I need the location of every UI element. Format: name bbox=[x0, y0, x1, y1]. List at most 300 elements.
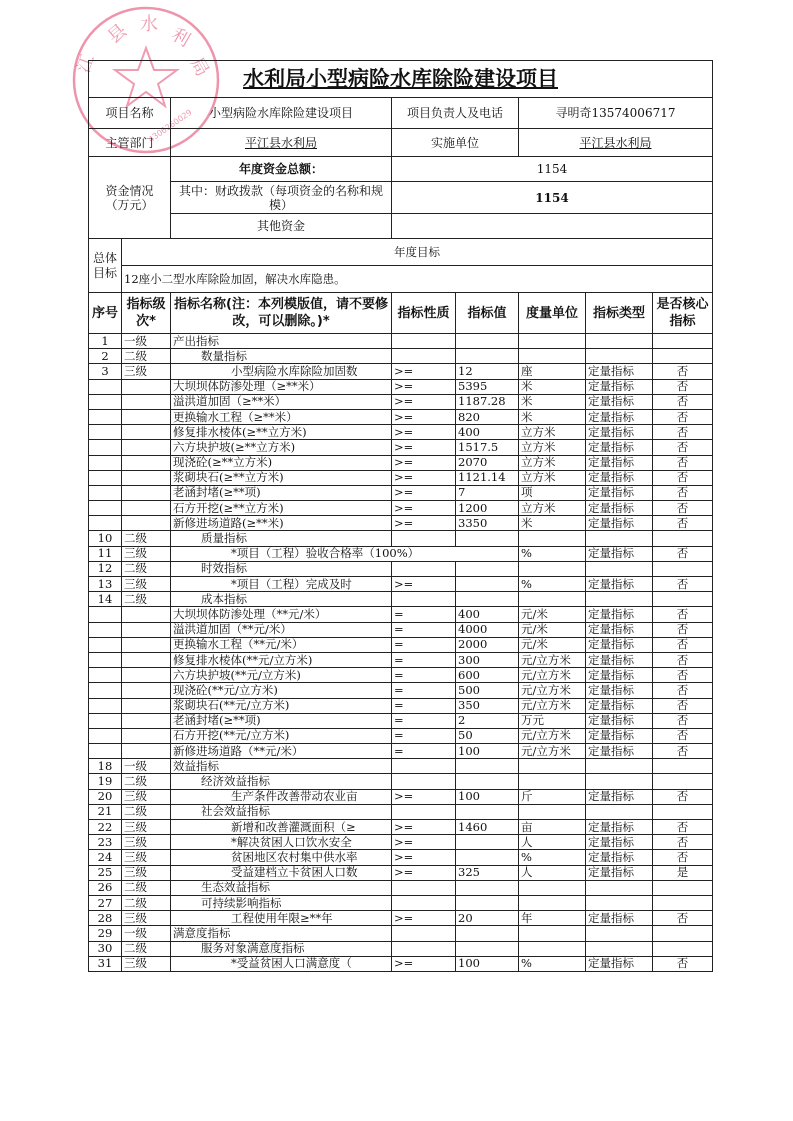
row-unit: 元/立方米 bbox=[519, 683, 586, 698]
row-type: 定量指标 bbox=[586, 546, 653, 561]
row-seq: 12 bbox=[89, 561, 122, 576]
row-level: 二级 bbox=[122, 804, 171, 819]
row-unit bbox=[519, 774, 586, 789]
row-nature: >= bbox=[392, 455, 456, 470]
row-core bbox=[653, 941, 713, 956]
row-level: 一级 bbox=[122, 926, 171, 941]
row-seq: 29 bbox=[89, 926, 122, 941]
row-core: 否 bbox=[653, 835, 713, 850]
row-unit: 元/米 bbox=[519, 637, 586, 652]
row-nature bbox=[392, 592, 456, 607]
row-nature bbox=[392, 895, 456, 910]
table-row bbox=[89, 516, 713, 531]
row-value bbox=[456, 926, 519, 941]
row-nature: >= bbox=[392, 835, 456, 850]
row-seq: 2 bbox=[89, 349, 122, 364]
row-value: 820 bbox=[456, 409, 519, 424]
row-unit: 立方米 bbox=[519, 425, 586, 440]
row-unit bbox=[519, 531, 586, 546]
row-nature: >= bbox=[392, 379, 456, 394]
col-header-core: 是否核心指标 bbox=[653, 293, 713, 334]
row-indicator-name: 可持续影响指标 bbox=[171, 895, 392, 910]
row-unit bbox=[519, 334, 586, 349]
table-row bbox=[89, 409, 713, 424]
row-core bbox=[653, 531, 713, 546]
funding-label-line2: （万元） bbox=[105, 197, 154, 212]
row-seq: 20 bbox=[89, 789, 122, 804]
row-level: 三级 bbox=[122, 911, 171, 926]
table-row bbox=[89, 652, 713, 667]
row-unit: 元/米 bbox=[519, 607, 586, 622]
row-indicator-name: 大坝坝体防渗处理（≥**米） bbox=[171, 379, 392, 394]
table-row bbox=[89, 895, 713, 910]
row-level bbox=[122, 652, 171, 667]
row-indicator-name: 石方开挖(≥**立方米) bbox=[171, 501, 392, 516]
row-value bbox=[456, 895, 519, 910]
row-indicator-name: 修复排水棱体(≥**立方米) bbox=[171, 425, 392, 440]
row-unit bbox=[519, 941, 586, 956]
row-core: 否 bbox=[653, 409, 713, 424]
row-indicator-name: 产出指标 bbox=[171, 334, 392, 349]
table-row bbox=[89, 728, 713, 743]
row-core bbox=[653, 926, 713, 941]
col-header-value: 指标值 bbox=[456, 293, 519, 334]
row-core bbox=[653, 804, 713, 819]
table-row bbox=[89, 698, 713, 713]
row-value: 2 bbox=[456, 713, 519, 728]
row-nature: >= bbox=[392, 911, 456, 926]
row-nature: >= bbox=[392, 409, 456, 424]
row-value: 350 bbox=[456, 698, 519, 713]
row-indicator-name: 六方块护坡(≥**立方米) bbox=[171, 440, 392, 455]
table-row bbox=[89, 865, 713, 880]
row-unit: % bbox=[519, 546, 586, 561]
row-core: 否 bbox=[653, 637, 713, 652]
row-type: 定量指标 bbox=[586, 683, 653, 698]
row-value: 12 bbox=[456, 364, 519, 379]
row-level: 三级 bbox=[122, 850, 171, 865]
row-nature bbox=[392, 759, 456, 774]
row-seq bbox=[89, 455, 122, 470]
row-seq bbox=[89, 713, 122, 728]
row-type: 定量指标 bbox=[586, 956, 653, 971]
row-unit: 人 bbox=[519, 865, 586, 880]
row-level: 三级 bbox=[122, 546, 171, 561]
row-level bbox=[122, 637, 171, 652]
row-value: 100 bbox=[456, 744, 519, 759]
row-type: 定量指标 bbox=[586, 577, 653, 592]
row-nature: >= bbox=[392, 577, 456, 592]
row-nature: >= bbox=[392, 470, 456, 485]
row-unit: 米 bbox=[519, 379, 586, 394]
row-type: 定量指标 bbox=[586, 744, 653, 759]
row-type bbox=[586, 334, 653, 349]
row-indicator-name: 溢洪道加固（≥**米） bbox=[171, 394, 392, 409]
row-unit: 元/立方米 bbox=[519, 668, 586, 683]
row-core bbox=[653, 334, 713, 349]
indicator-table bbox=[88, 292, 713, 972]
table-row bbox=[89, 804, 713, 819]
row-unit bbox=[519, 895, 586, 910]
row-indicator-name: 老涵封堵(≥**项) bbox=[171, 485, 392, 500]
svg-text:局: 局 bbox=[185, 54, 213, 81]
row-indicator-name: 小型病险水库除险加固数 bbox=[171, 364, 392, 379]
row-value bbox=[456, 941, 519, 956]
row-level bbox=[122, 622, 171, 637]
row-nature: = bbox=[392, 744, 456, 759]
row-core: 否 bbox=[653, 485, 713, 500]
row-seq bbox=[89, 485, 122, 500]
row-core: 否 bbox=[653, 607, 713, 622]
row-value bbox=[456, 577, 519, 592]
row-level bbox=[122, 394, 171, 409]
table-row bbox=[89, 440, 713, 455]
annual-goal-text: 12座小二型水库除险加固，解决水库隐患。 bbox=[122, 266, 713, 293]
row-level bbox=[122, 501, 171, 516]
row-type: 定量指标 bbox=[586, 425, 653, 440]
annual-goal-header: 年度目标 bbox=[122, 239, 713, 266]
row-nature bbox=[392, 941, 456, 956]
row-value: 1460 bbox=[456, 820, 519, 835]
col-header-unit: 度量单位 bbox=[519, 293, 586, 334]
row-indicator-name: 新增和改善灌溉面积（≥ bbox=[171, 820, 392, 835]
row-level bbox=[122, 728, 171, 743]
row-unit: 斤 bbox=[519, 789, 586, 804]
row-indicator-name: 新修进场道路（**元/米） bbox=[171, 744, 392, 759]
row-nature: = bbox=[392, 698, 456, 713]
row-unit: 立方米 bbox=[519, 501, 586, 516]
row-indicator-name: 生态效益指标 bbox=[171, 880, 392, 895]
row-type: 定量指标 bbox=[586, 713, 653, 728]
row-core bbox=[653, 895, 713, 910]
row-seq bbox=[89, 698, 122, 713]
table-row bbox=[89, 956, 713, 971]
row-type bbox=[586, 926, 653, 941]
row-level bbox=[122, 470, 171, 485]
other-funds-value bbox=[392, 214, 713, 239]
row-type: 定量指标 bbox=[586, 394, 653, 409]
row-level bbox=[122, 713, 171, 728]
row-value: 3350 bbox=[456, 516, 519, 531]
row-level: 二级 bbox=[122, 592, 171, 607]
row-core: 否 bbox=[653, 425, 713, 440]
table-row bbox=[89, 668, 713, 683]
row-unit: 元/立方米 bbox=[519, 698, 586, 713]
row-indicator-name: 社会效益指标 bbox=[171, 804, 392, 819]
row-value: 7 bbox=[456, 485, 519, 500]
row-type bbox=[586, 531, 653, 546]
header-table bbox=[88, 60, 713, 239]
row-core: 否 bbox=[653, 501, 713, 516]
row-unit: 米 bbox=[519, 516, 586, 531]
table-row bbox=[89, 364, 713, 379]
svg-text:利: 利 bbox=[167, 24, 194, 52]
row-value bbox=[456, 774, 519, 789]
row-seq: 21 bbox=[89, 804, 122, 819]
row-type: 定量指标 bbox=[586, 622, 653, 637]
row-value: 1187.28 bbox=[456, 394, 519, 409]
row-nature: >= bbox=[392, 865, 456, 880]
row-level bbox=[122, 668, 171, 683]
row-level: 三级 bbox=[122, 820, 171, 835]
table-row bbox=[89, 561, 713, 576]
row-value: 300 bbox=[456, 652, 519, 667]
table-row bbox=[89, 880, 713, 895]
table-row bbox=[89, 394, 713, 409]
table-row bbox=[89, 379, 713, 394]
row-indicator-name: 更换输水工程（≥**米） bbox=[171, 409, 392, 424]
table-row bbox=[89, 713, 713, 728]
table-row bbox=[89, 774, 713, 789]
row-nature bbox=[392, 880, 456, 895]
row-core bbox=[653, 880, 713, 895]
row-unit: % bbox=[519, 956, 586, 971]
row-core bbox=[653, 349, 713, 364]
col-header-name: 指标名称(注：本列模版值，请不要修改，可以删除。)* bbox=[171, 293, 392, 334]
document-title: 水利局小型病险水库除险建设项目 bbox=[89, 61, 713, 98]
row-nature: >= bbox=[392, 394, 456, 409]
row-core: 否 bbox=[653, 470, 713, 485]
row-unit: 元/立方米 bbox=[519, 728, 586, 743]
row-unit bbox=[519, 926, 586, 941]
total-funds-value: 1154 bbox=[392, 157, 713, 182]
table-row bbox=[89, 546, 713, 561]
dept-value: 平江县水利局 bbox=[171, 129, 392, 157]
row-nature: = bbox=[392, 652, 456, 667]
row-type: 定量指标 bbox=[586, 728, 653, 743]
row-level bbox=[122, 744, 171, 759]
row-seq: 25 bbox=[89, 865, 122, 880]
table-row bbox=[89, 470, 713, 485]
table-row bbox=[89, 592, 713, 607]
row-seq: 11 bbox=[89, 546, 122, 561]
row-core: 否 bbox=[653, 379, 713, 394]
row-value: 400 bbox=[456, 607, 519, 622]
row-type: 定量指标 bbox=[586, 850, 653, 865]
row-indicator-name: 浆砌块石(≥**立方米) bbox=[171, 470, 392, 485]
row-seq bbox=[89, 744, 122, 759]
svg-text:4306260029: 4306260029 bbox=[146, 107, 194, 145]
row-value bbox=[456, 561, 519, 576]
dept-label: 主管部门 bbox=[89, 129, 171, 157]
row-value: 100 bbox=[456, 956, 519, 971]
row-seq bbox=[89, 440, 122, 455]
row-indicator-name: 更换输水工程（**元/米） bbox=[171, 637, 392, 652]
row-unit: 座 bbox=[519, 364, 586, 379]
overall-goal-table bbox=[88, 238, 713, 293]
row-value: 20 bbox=[456, 911, 519, 926]
row-level bbox=[122, 516, 171, 531]
row-seq: 18 bbox=[89, 759, 122, 774]
row-unit: 元/立方米 bbox=[519, 652, 586, 667]
row-indicator-name: 石方开挖(**元/立方米) bbox=[171, 728, 392, 743]
row-value bbox=[456, 759, 519, 774]
owner-label: 项目负责人及电话 bbox=[392, 98, 519, 129]
row-nature: >= bbox=[392, 364, 456, 379]
row-nature: = bbox=[392, 728, 456, 743]
row-value: 2070 bbox=[456, 455, 519, 470]
row-seq: 28 bbox=[89, 911, 122, 926]
row-seq bbox=[89, 652, 122, 667]
col-header-type: 指标类型 bbox=[586, 293, 653, 334]
row-core: 否 bbox=[653, 683, 713, 698]
row-type: 定量指标 bbox=[586, 820, 653, 835]
row-core: 否 bbox=[653, 394, 713, 409]
row-indicator-name: 生产条件改善带动农业亩 bbox=[171, 789, 392, 804]
row-seq: 1 bbox=[89, 334, 122, 349]
row-core: 是 bbox=[653, 865, 713, 880]
table-row bbox=[89, 334, 713, 349]
row-value: 50 bbox=[456, 728, 519, 743]
row-value bbox=[456, 835, 519, 850]
table-row bbox=[89, 607, 713, 622]
row-unit: 万元 bbox=[519, 713, 586, 728]
row-indicator-name: 效益指标 bbox=[171, 759, 392, 774]
row-seq bbox=[89, 516, 122, 531]
col-header-level: 指标级次* bbox=[122, 293, 171, 334]
row-type: 定量指标 bbox=[586, 637, 653, 652]
row-type bbox=[586, 880, 653, 895]
indicator-rows bbox=[89, 334, 713, 972]
row-level: 一级 bbox=[122, 759, 171, 774]
row-core: 否 bbox=[653, 364, 713, 379]
row-value: 1121.14 bbox=[456, 470, 519, 485]
table-row bbox=[89, 683, 713, 698]
row-value: 400 bbox=[456, 425, 519, 440]
row-indicator-name: 满意度指标 bbox=[171, 926, 392, 941]
col-header-nature: 指标性质 bbox=[392, 293, 456, 334]
row-indicator-name: 现浇砼(≥**立方米) bbox=[171, 455, 392, 470]
row-unit bbox=[519, 592, 586, 607]
row-nature bbox=[392, 926, 456, 941]
row-unit: 元/立方米 bbox=[519, 744, 586, 759]
row-indicator-name: 受益建档立卡贫困人口数 bbox=[171, 865, 392, 880]
table-row bbox=[89, 789, 713, 804]
row-seq bbox=[89, 683, 122, 698]
row-level: 一级 bbox=[122, 334, 171, 349]
row-type: 定量指标 bbox=[586, 865, 653, 880]
table-row bbox=[89, 911, 713, 926]
row-nature: >= bbox=[392, 850, 456, 865]
row-indicator-name: 数量指标 bbox=[171, 349, 392, 364]
row-core bbox=[653, 774, 713, 789]
row-indicator-name: *项目（工程）完成及时 bbox=[171, 577, 392, 592]
table-row bbox=[89, 850, 713, 865]
row-level: 三级 bbox=[122, 956, 171, 971]
row-nature bbox=[392, 804, 456, 819]
row-level: 二级 bbox=[122, 561, 171, 576]
row-seq bbox=[89, 470, 122, 485]
row-core: 否 bbox=[653, 911, 713, 926]
row-type bbox=[586, 349, 653, 364]
row-indicator-name: 经济效益指标 bbox=[171, 774, 392, 789]
overall-goal-label: 总体目标 bbox=[89, 239, 122, 293]
row-type: 定量指标 bbox=[586, 911, 653, 926]
row-seq bbox=[89, 728, 122, 743]
row-core: 否 bbox=[653, 956, 713, 971]
row-unit: 米 bbox=[519, 394, 586, 409]
row-level: 二级 bbox=[122, 349, 171, 364]
row-core: 否 bbox=[653, 455, 713, 470]
row-nature bbox=[392, 349, 456, 364]
project-name-label: 项目名称 bbox=[89, 98, 171, 129]
row-seq: 26 bbox=[89, 880, 122, 895]
funding-label-line1: 资金情况 bbox=[105, 183, 154, 198]
row-value bbox=[456, 531, 519, 546]
row-unit: 亩 bbox=[519, 820, 586, 835]
row-seq: 22 bbox=[89, 820, 122, 835]
row-indicator-name: 贫困地区农村集中供水率 bbox=[171, 850, 392, 865]
row-level bbox=[122, 698, 171, 713]
row-unit bbox=[519, 759, 586, 774]
row-indicator-name: 大坝坝体防渗处理（**元/米） bbox=[171, 607, 392, 622]
table-row bbox=[89, 759, 713, 774]
row-type bbox=[586, 592, 653, 607]
row-core: 否 bbox=[653, 713, 713, 728]
row-nature: = bbox=[392, 683, 456, 698]
row-seq bbox=[89, 379, 122, 394]
table-row bbox=[89, 622, 713, 637]
row-seq: 31 bbox=[89, 956, 122, 971]
row-seq: 27 bbox=[89, 895, 122, 910]
row-type: 定量指标 bbox=[586, 364, 653, 379]
row-unit: 立方米 bbox=[519, 455, 586, 470]
row-type: 定量指标 bbox=[586, 379, 653, 394]
project-name-value: 小型病险水库除险建设项目 bbox=[171, 98, 392, 129]
row-level: 三级 bbox=[122, 835, 171, 850]
col-header-seq: 序号 bbox=[89, 293, 122, 334]
row-unit: 元/米 bbox=[519, 622, 586, 637]
row-value bbox=[456, 334, 519, 349]
row-nature bbox=[392, 774, 456, 789]
row-nature: >= bbox=[392, 425, 456, 440]
row-nature: = bbox=[392, 607, 456, 622]
row-nature: = bbox=[392, 668, 456, 683]
svg-text:江: 江 bbox=[72, 51, 99, 76]
row-core: 否 bbox=[653, 850, 713, 865]
row-nature: >= bbox=[392, 789, 456, 804]
row-level: 三级 bbox=[122, 364, 171, 379]
row-indicator-name: 溢洪道加固（**元/米） bbox=[171, 622, 392, 637]
row-seq: 24 bbox=[89, 850, 122, 865]
row-unit: 米 bbox=[519, 409, 586, 424]
row-level: 三级 bbox=[122, 577, 171, 592]
row-indicator-name: 老涵封堵(≥**项) bbox=[171, 713, 392, 728]
row-indicator-name: 新修进场道路(≥**米) bbox=[171, 516, 392, 531]
row-value: 1517.5 bbox=[456, 440, 519, 455]
row-level bbox=[122, 607, 171, 622]
row-seq bbox=[89, 501, 122, 516]
row-core: 否 bbox=[653, 652, 713, 667]
row-seq bbox=[89, 394, 122, 409]
row-unit: 年 bbox=[519, 911, 586, 926]
row-indicator-name: 工程使用年限≥**年 bbox=[171, 911, 392, 926]
table-row bbox=[89, 637, 713, 652]
row-unit: 立方米 bbox=[519, 440, 586, 455]
row-core: 否 bbox=[653, 789, 713, 804]
row-nature: = bbox=[392, 622, 456, 637]
row-seq: 13 bbox=[89, 577, 122, 592]
row-core bbox=[653, 561, 713, 576]
row-core: 否 bbox=[653, 577, 713, 592]
row-unit bbox=[519, 561, 586, 576]
row-value: 100 bbox=[456, 789, 519, 804]
row-core: 否 bbox=[653, 744, 713, 759]
row-unit bbox=[519, 804, 586, 819]
row-seq: 30 bbox=[89, 941, 122, 956]
table-row bbox=[89, 820, 713, 835]
row-seq: 23 bbox=[89, 835, 122, 850]
